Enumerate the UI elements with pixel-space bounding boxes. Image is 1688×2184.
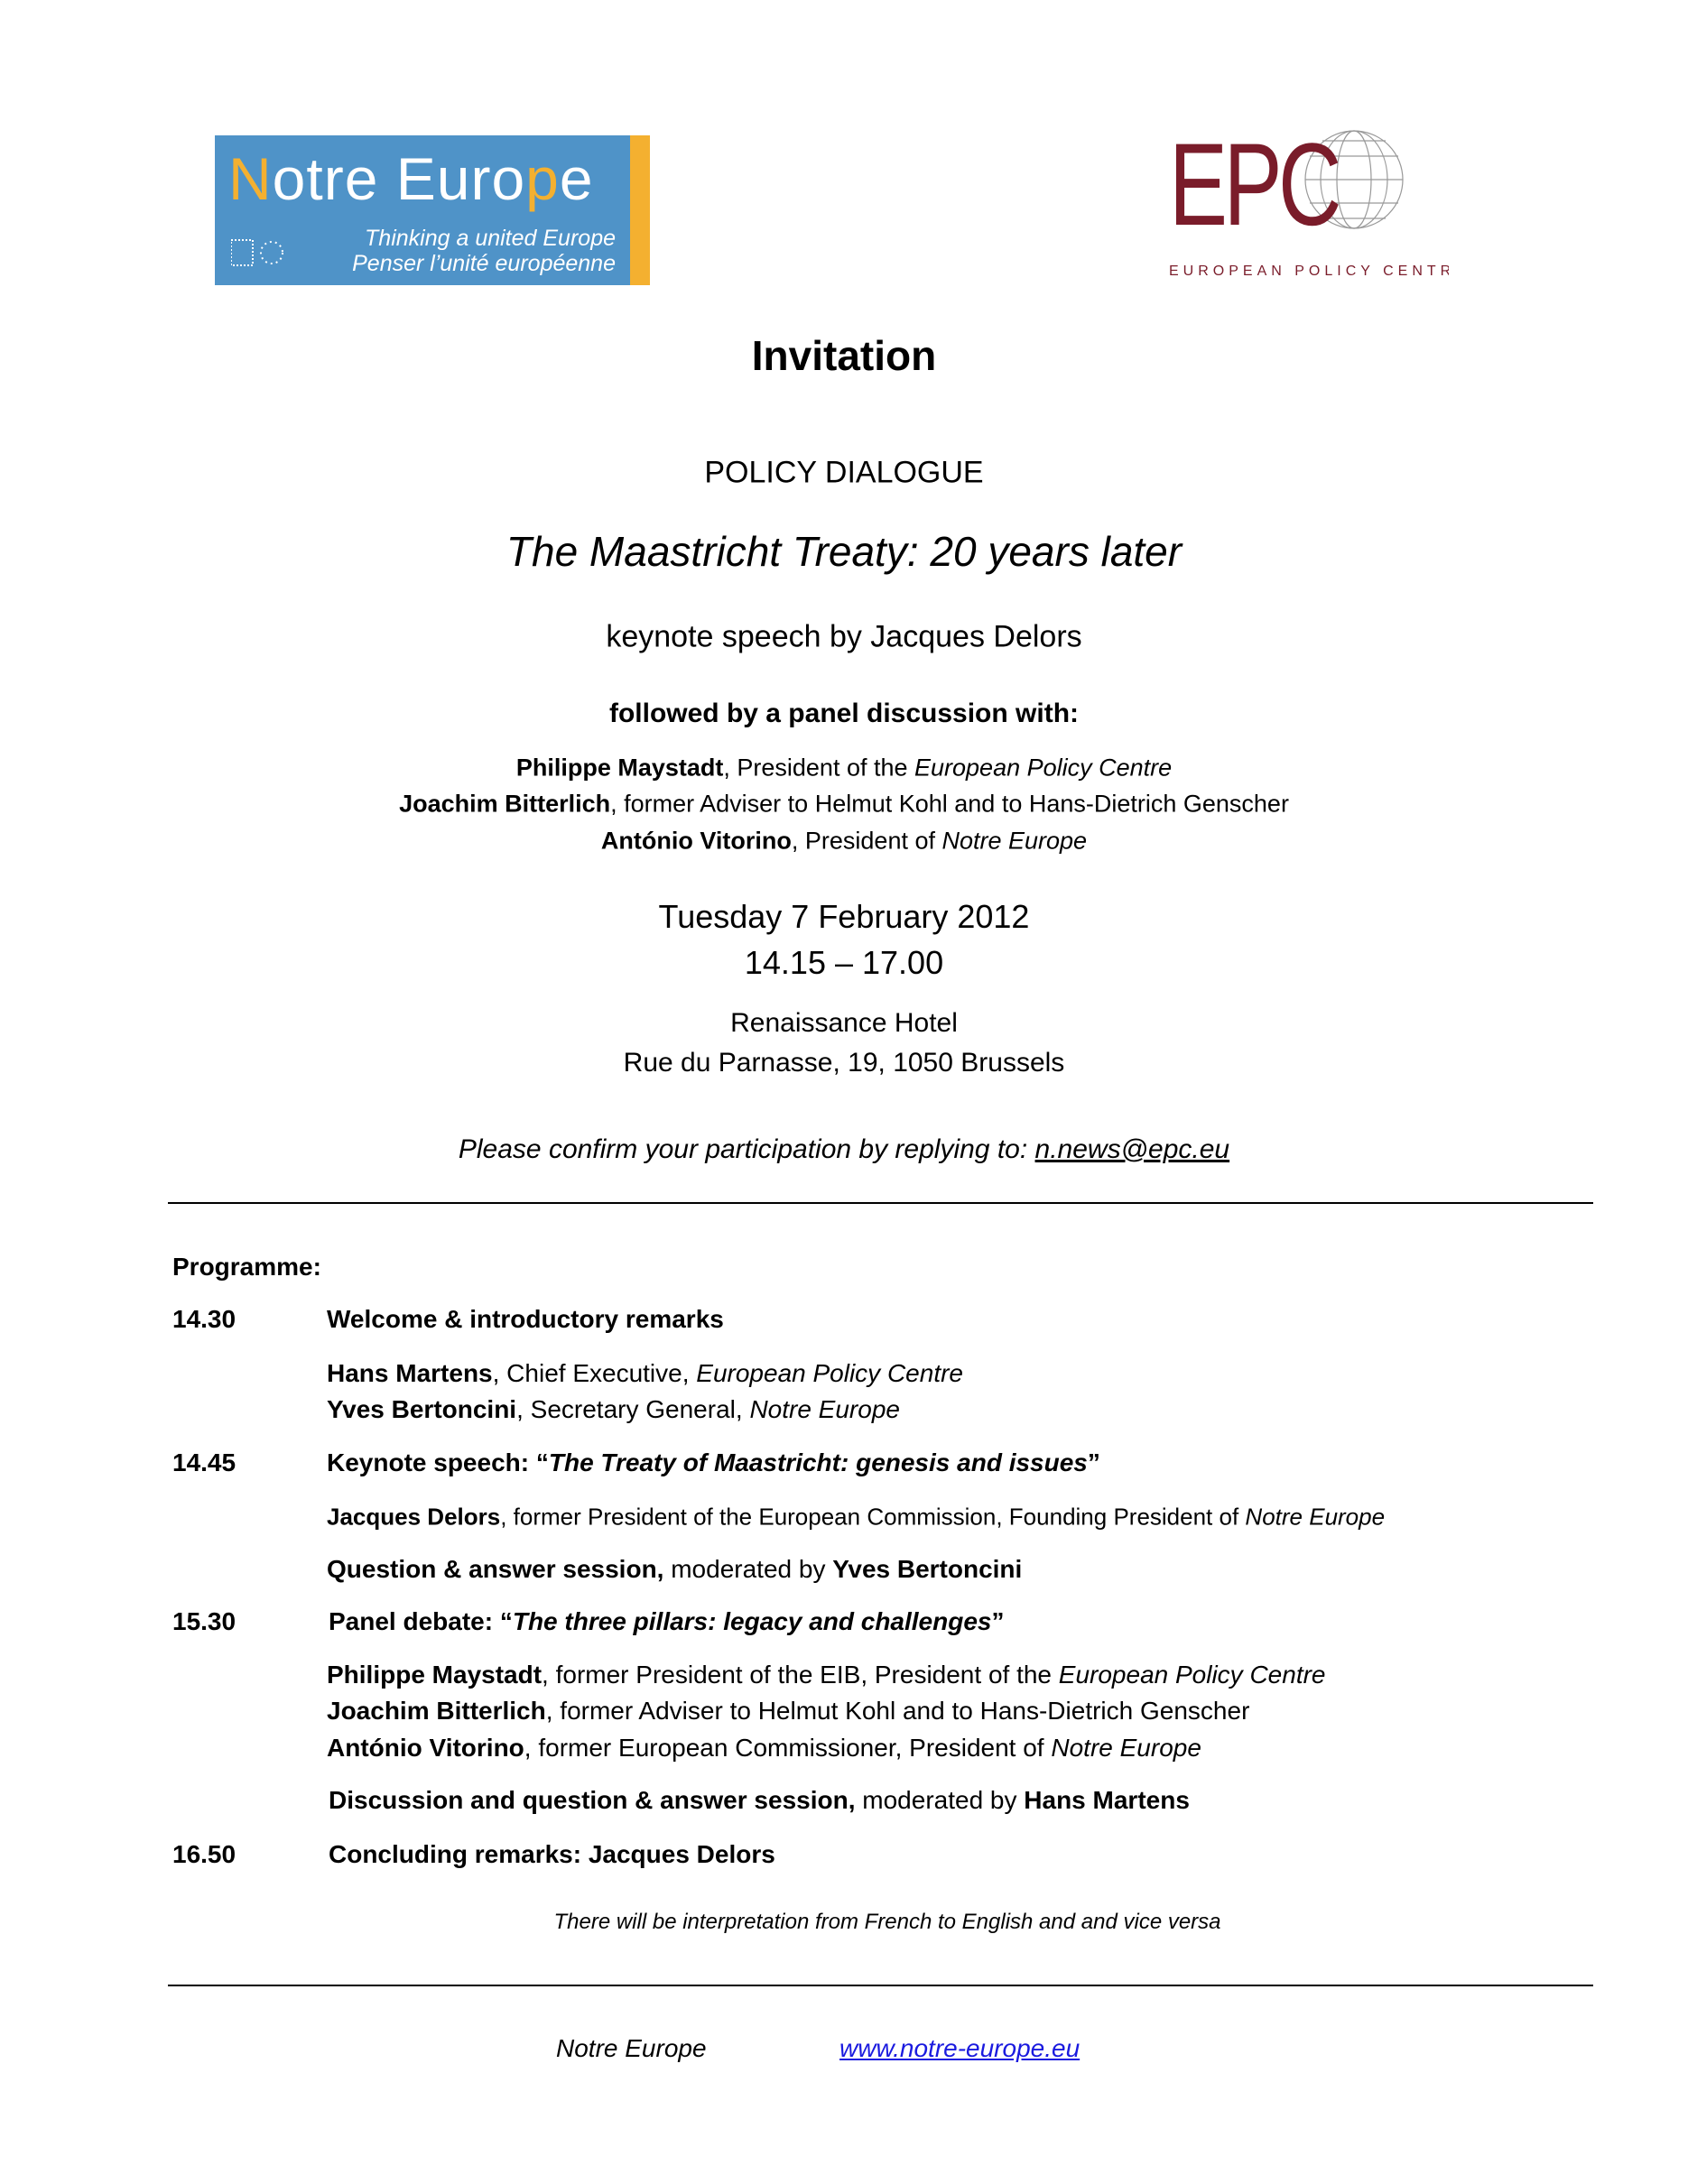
rsvp-line: Please confirm your participation by replying to: n.news@epc.eu [458,1134,1230,1164]
programme-time: 14.45 [172,1448,237,1476]
qa-session: Discussion and question & answer session, moderated by Hans Martens [329,1786,1190,1814]
event-time: 14.15 – 17.00 [744,944,944,981]
interpretation-note: There will be interpretation from French to English and and vice versa [553,1910,1221,1934]
programme-time: 15.30 [172,1607,237,1635]
invitation-heading: Invitation [751,332,937,379]
logo-accent-bar [630,135,650,285]
address: Rue du Parnasse, 19, 1050 Brussels [623,1048,1065,1078]
programme-time: 14.30 [172,1305,237,1333]
epc-name: EUROPEAN POLICY CENTRE [1169,264,1449,279]
epc-globe-logo [1142,124,1449,282]
speaker: Joachim Bitterlich, former Adviser to Helmut Kohl and to Hans-Dietrich Genscher [327,1697,1250,1725]
programme-item-title: Concluding remarks: Jacques Delors [329,1840,775,1868]
rsvp-email-link[interactable]: n.news@epc.eu [1034,1134,1230,1164]
logo-wordmark: Notre Europe [228,145,594,212]
event-type: POLICY DIALOGUE [704,455,984,490]
speaker: Philippe Maystadt, former President of the EIB, President of the European Policy Centre [327,1661,1326,1689]
speaker: Yves Bertoncini, Secretary General, Notre Europe [327,1395,900,1423]
notre-europe-logo [215,135,650,285]
eu-stars-icon [231,236,285,269]
panel-intro: followed by a panel discussion with: [608,699,1080,728]
venue: Renaissance Hotel [730,1008,958,1038]
event-title: The Maastricht Treaty: 20 years later [505,528,1183,575]
footer-org: Notre Europe [556,2034,707,2062]
epc-letters: EPC [1169,124,1338,251]
programme-label: Programme: [172,1253,321,1281]
programme-time: 16.50 [172,1840,237,1868]
footer-website-link[interactable]: www.notre-europe.eu [839,2034,1081,2062]
panelist: António Vitorino, President of Notre Europe [600,827,1088,855]
divider [168,1202,1593,1204]
programme-item-title: Welcome & introductory remarks [327,1305,724,1333]
panelist: Philippe Maystadt, President of the European Policy Centre [515,754,1173,782]
epc-logo [1142,124,1449,282]
programme-item-title: Panel debate: “The three pillars: legacy and challenges” [329,1607,1005,1635]
speaker: Jacques Delors, former President of the European Commission, Founding President of Notre Europe [327,1503,1386,1531]
speaker: António Vitorino, former European Commissioner, President of Notre Europe [327,1734,1201,1762]
speaker: Hans Martens, Chief Executive, European Policy Centre [327,1359,964,1387]
divider [168,1985,1593,1986]
keynote-line: keynote speech by Jacques Delors [606,619,1082,654]
event-date: Tuesday 7 February 2012 [658,898,1030,935]
qa-session: Question & answer session, moderated by Yves Bertoncini [327,1555,1023,1583]
programme-item-title: Keynote speech: “The Treaty of Maastricht: genesis and issues” [327,1448,1100,1476]
logo-tagline: Thinking a united Europe Penser l’unité européenne [352,226,616,276]
panelist: Joachim Bitterlich, former Adviser to Helmut Kohl and to Hans-Dietrich Genscher [399,790,1289,818]
